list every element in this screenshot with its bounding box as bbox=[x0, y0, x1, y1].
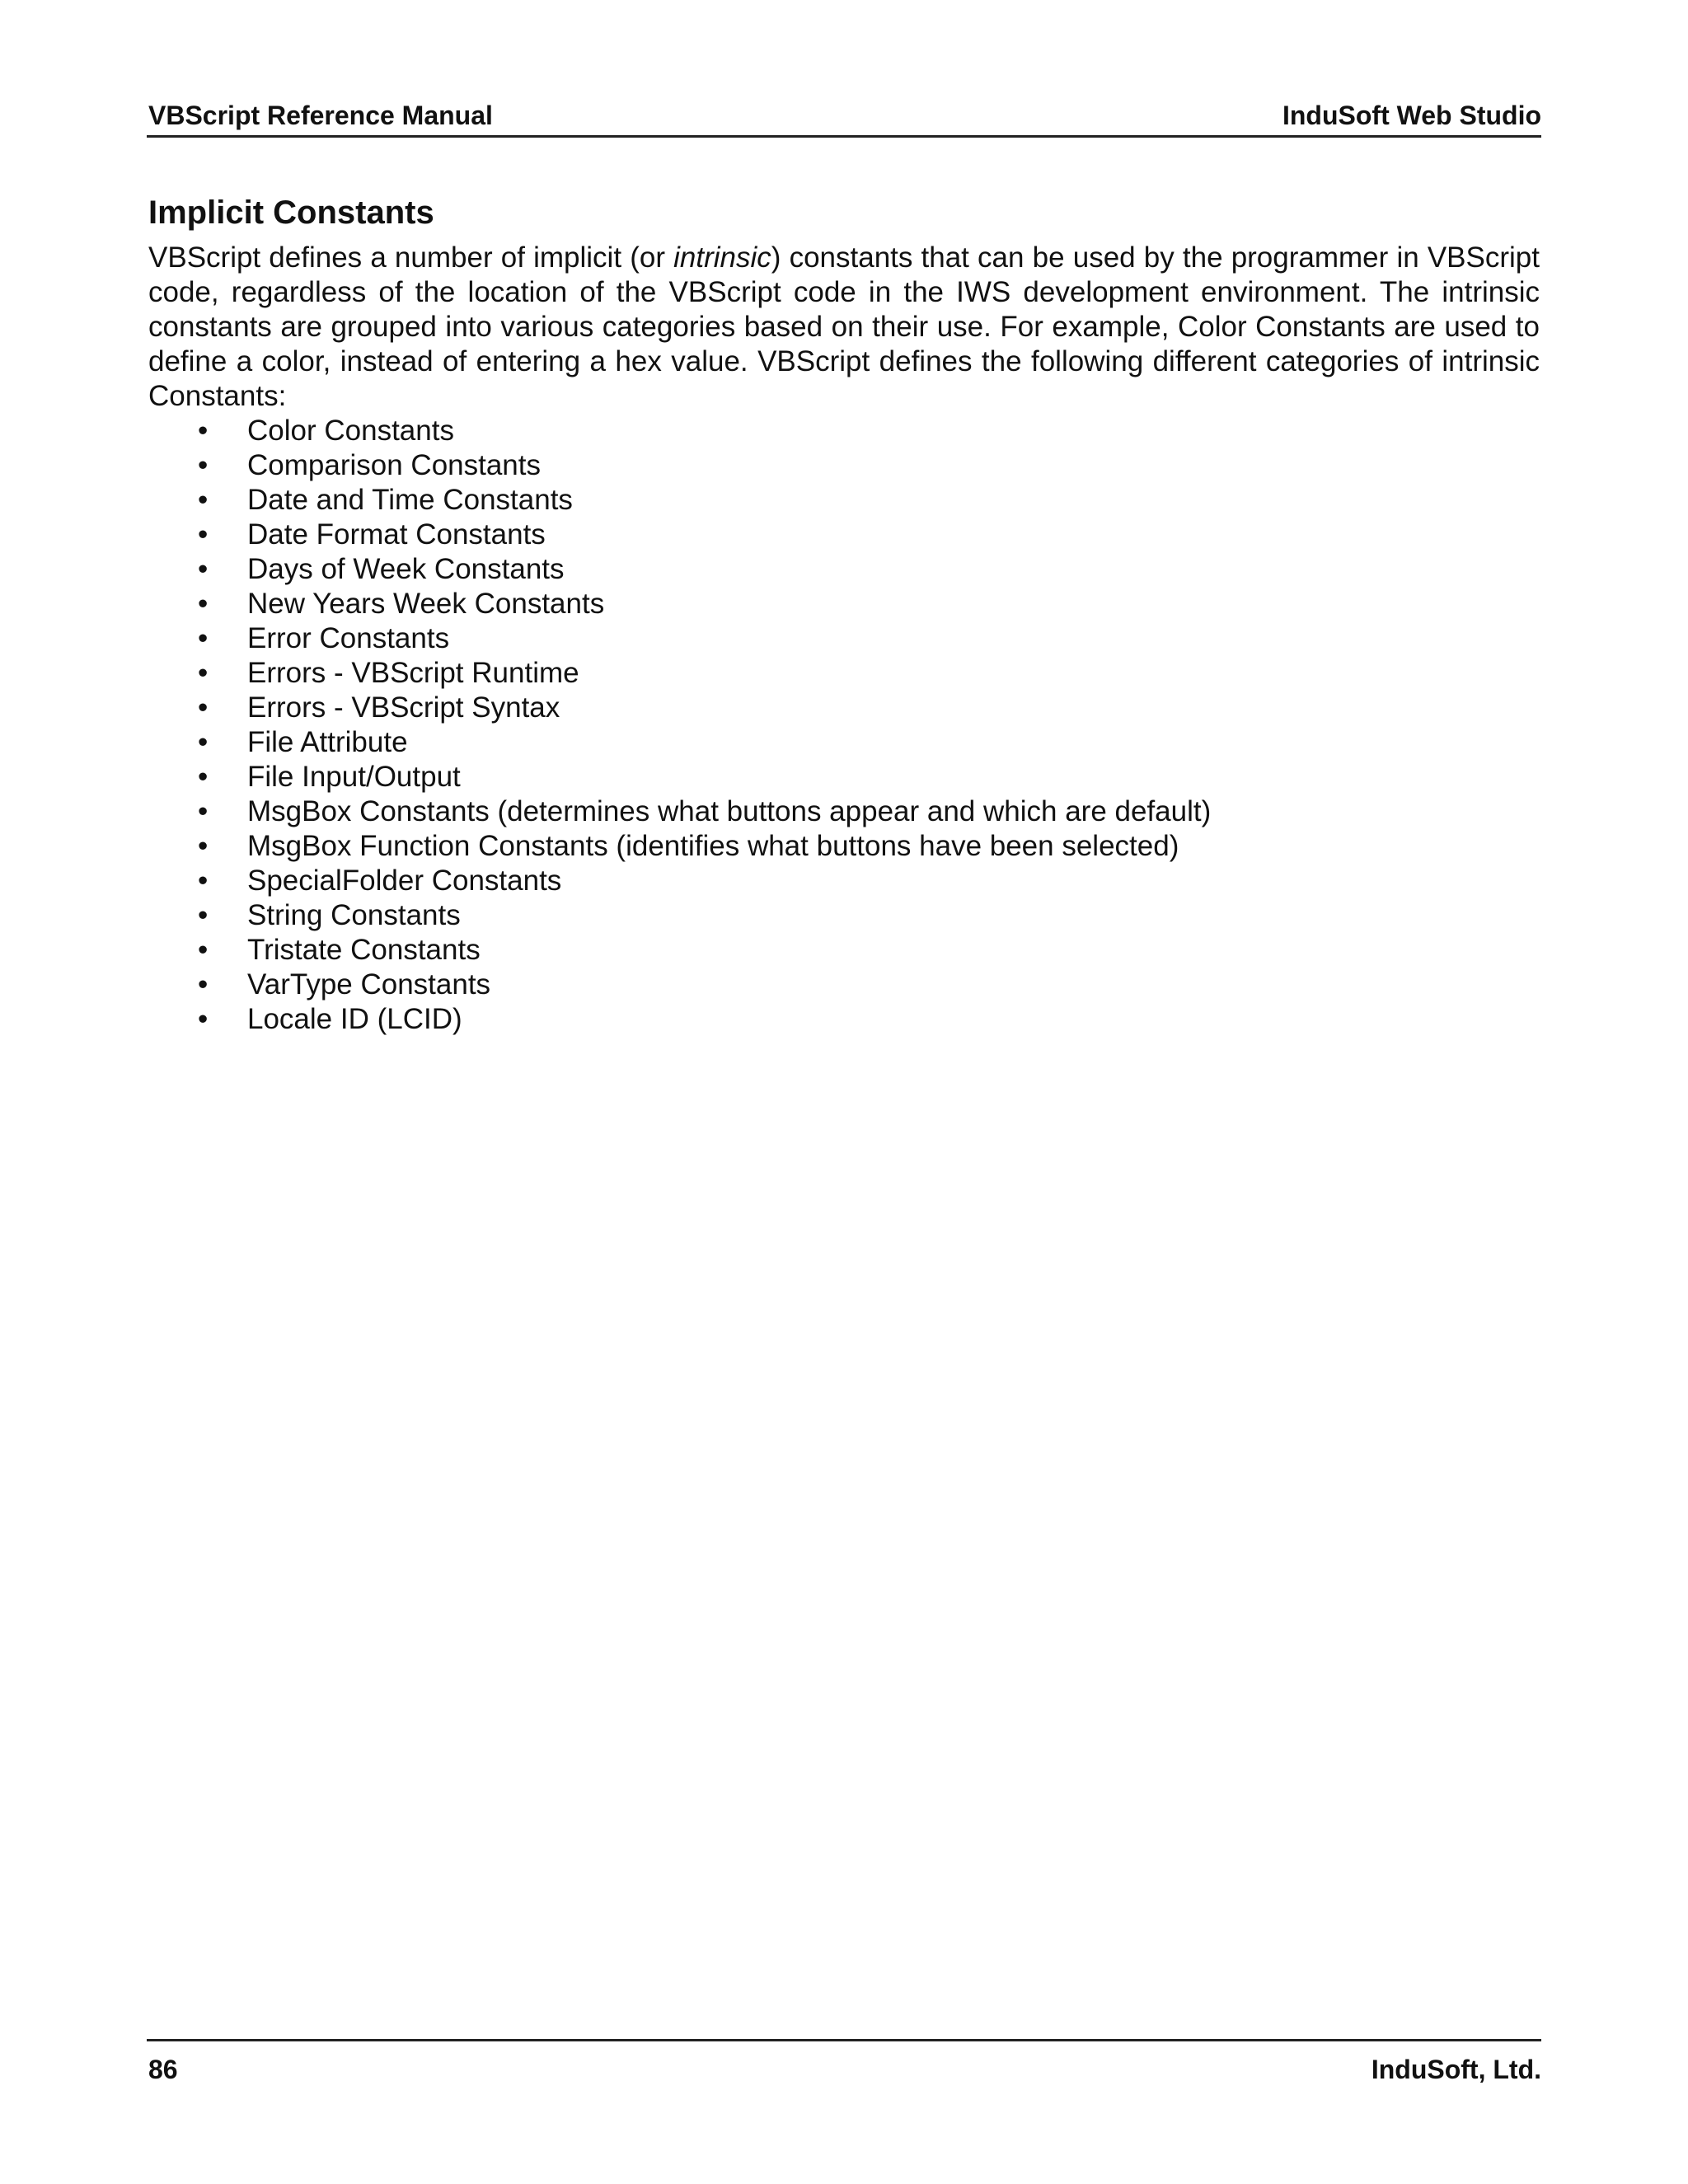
bullet-icon: • bbox=[198, 691, 209, 724]
bullet-icon: • bbox=[198, 518, 209, 551]
list-item bbox=[148, 794, 1540, 829]
list-item-label: Color Constants bbox=[247, 415, 454, 447]
header-manual-title: VBScript Reference Manual bbox=[148, 101, 493, 130]
bullet-icon: • bbox=[198, 588, 209, 620]
bullet-icon: • bbox=[198, 865, 209, 897]
paragraph-italic-term: intrinsic bbox=[673, 241, 771, 274]
list-item-label: Date Format Constants bbox=[247, 518, 546, 551]
bullet-icon: • bbox=[198, 934, 209, 966]
bullet-icon: • bbox=[198, 1003, 209, 1035]
list-item-label: New Years Week Constants bbox=[247, 588, 605, 620]
list-item bbox=[148, 621, 1540, 656]
bullet-icon: • bbox=[198, 622, 209, 654]
section-paragraph bbox=[148, 241, 1540, 414]
list-item-label: File Attribute bbox=[247, 726, 408, 758]
list-item bbox=[148, 483, 1540, 518]
list-item bbox=[148, 414, 1540, 448]
bullet-icon: • bbox=[198, 795, 209, 827]
paragraph-text-end: ) constants that can be used by the programmer in VBScript code, regardless of the location of the VBScript code in the IWS development environment. The intrinsic constants are grouped into various categories based on their use. For example, Color Constants are used to define a color, instead of entering a hex value. VBScript defines the following different categories of intrinsic Constants: bbox=[148, 241, 1540, 412]
list-item-label: VarType Constants bbox=[247, 968, 491, 1001]
page-header bbox=[147, 97, 1541, 138]
bullet-icon: • bbox=[198, 726, 209, 758]
list-item-label: MsgBox Function Constants (identifies what buttons have been selected) bbox=[247, 830, 1179, 862]
bullet-icon: • bbox=[198, 761, 209, 793]
list-item bbox=[148, 760, 1540, 794]
section-title: Implicit Constants bbox=[148, 194, 434, 231]
bullet-icon: • bbox=[198, 553, 209, 585]
bullet-icon: • bbox=[198, 449, 209, 481]
list-item-label: Days of Week Constants bbox=[247, 553, 565, 585]
paragraph-text-start: VBScript defines a number of implicit (or bbox=[148, 241, 674, 274]
list-item bbox=[148, 518, 1540, 552]
footer-company: InduSoft, Ltd. bbox=[1371, 2055, 1541, 2084]
header-product-name: InduSoft Web Studio bbox=[1282, 101, 1541, 130]
bullet-icon: • bbox=[198, 657, 209, 689]
list-item-label: File Input/Output bbox=[247, 761, 461, 793]
list-item-label: Error Constants bbox=[247, 622, 450, 654]
list-item bbox=[148, 691, 1540, 725]
list-item bbox=[148, 1002, 1540, 1037]
list-item bbox=[148, 448, 1540, 483]
list-item-label: String Constants bbox=[247, 899, 461, 931]
list-item bbox=[148, 656, 1540, 691]
list-item-label: Tristate Constants bbox=[247, 934, 481, 966]
page-footer bbox=[147, 2039, 1541, 2091]
list-item bbox=[148, 587, 1540, 621]
list-item bbox=[148, 898, 1540, 933]
list-item-label: Comparison Constants bbox=[247, 449, 541, 481]
bullet-icon: • bbox=[198, 899, 209, 931]
bullet-icon: • bbox=[198, 830, 209, 862]
list-item bbox=[148, 968, 1540, 1002]
list-item bbox=[148, 829, 1540, 864]
list-item-label: Errors - VBScript Runtime bbox=[247, 657, 579, 689]
bullet-icon: • bbox=[198, 968, 209, 1001]
list-item-label: Date and Time Constants bbox=[247, 484, 573, 516]
bullet-icon: • bbox=[198, 484, 209, 516]
list-item bbox=[148, 552, 1540, 587]
page-content bbox=[148, 190, 1540, 1037]
bullet-icon: • bbox=[198, 415, 209, 447]
list-item-label: Locale ID (LCID) bbox=[247, 1003, 462, 1035]
list-item bbox=[148, 725, 1540, 760]
list-item bbox=[148, 864, 1540, 898]
list-item-label: Errors - VBScript Syntax bbox=[247, 691, 560, 724]
list-item bbox=[148, 933, 1540, 968]
list-item-label: MsgBox Constants (determines what buttons appear and which are default) bbox=[247, 795, 1212, 827]
footer-page-number: 86 bbox=[148, 2055, 178, 2084]
constants-category-list bbox=[148, 414, 1540, 1037]
list-item-label: SpecialFolder Constants bbox=[247, 865, 562, 897]
